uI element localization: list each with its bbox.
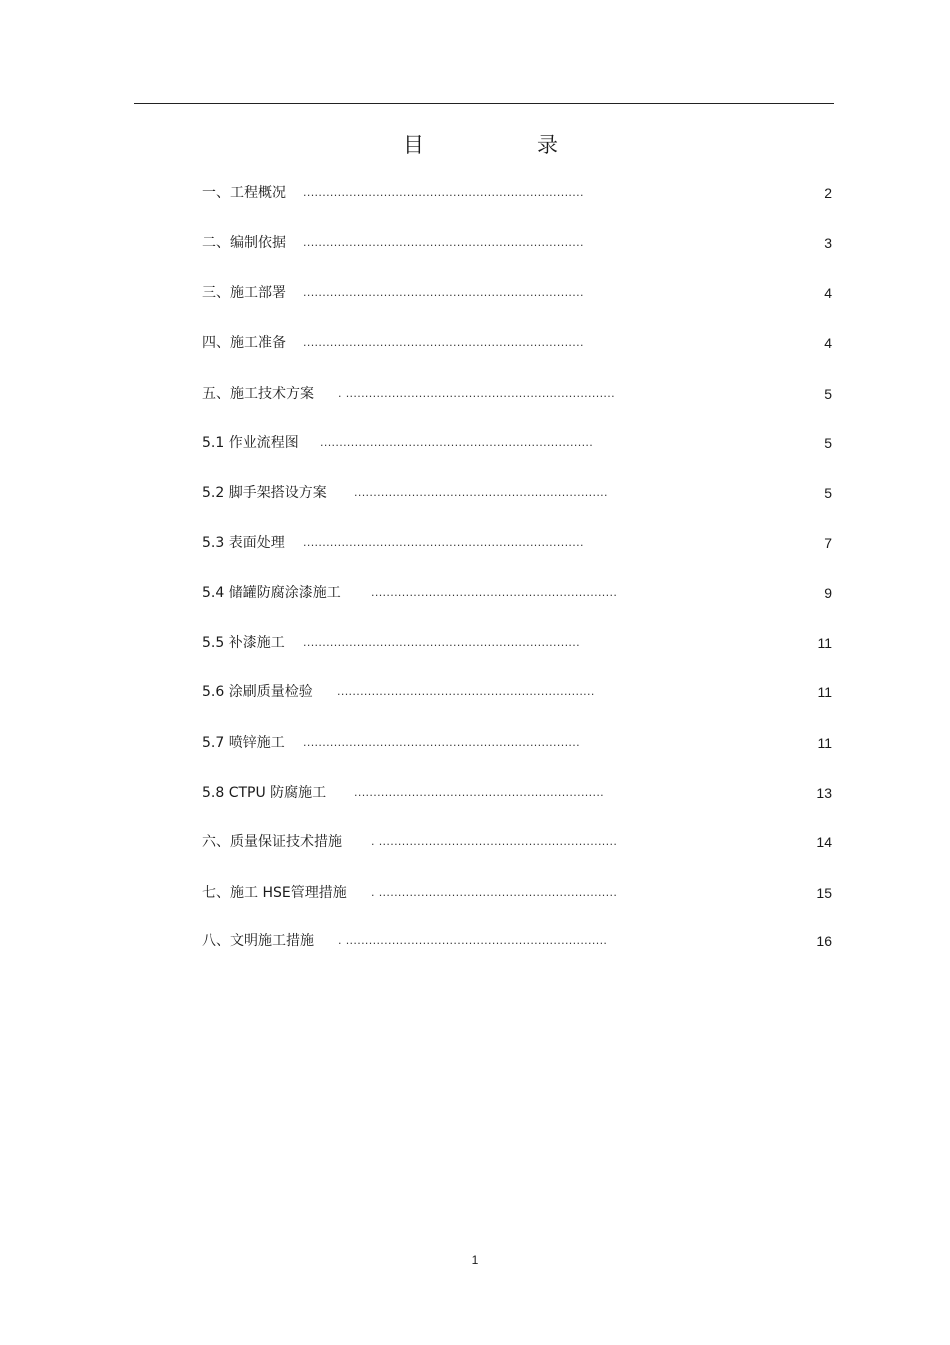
toc-entry-page: 11 bbox=[817, 635, 832, 651]
toc-entry-label: 5.8 CTPU 防腐施工 bbox=[202, 785, 327, 801]
toc-entry-label: 5.6 涂刷质量检验 bbox=[202, 684, 313, 700]
toc-entry-1[interactable] bbox=[202, 183, 832, 203]
toc-entry-page: 5 bbox=[824, 386, 832, 402]
toc-entry-label: 5.3 表面处理 bbox=[202, 535, 285, 551]
toc-entry-3[interactable] bbox=[202, 283, 832, 303]
toc-entry-page: 11 bbox=[817, 735, 832, 751]
toc-entry-page: 9 bbox=[824, 585, 832, 601]
toc-entry-label: 七、施工 HSE管理措施 bbox=[202, 885, 347, 901]
toc-entry-label: 八、文明施工措施 bbox=[202, 933, 314, 949]
toc-entry-16[interactable] bbox=[202, 931, 832, 951]
toc-leader-dots: ........................................................................ bbox=[303, 736, 580, 749]
toc-title-char-1: 目 bbox=[403, 133, 424, 157]
toc-entry-label: 六、质量保证技术措施 bbox=[202, 834, 342, 850]
toc-entry-page: 5 bbox=[824, 435, 832, 451]
toc-leader-dots: . .............................................................. bbox=[371, 886, 618, 899]
toc-leader-dots: . ...................................................................... bbox=[338, 387, 615, 400]
toc-entry-8[interactable] bbox=[202, 533, 832, 553]
toc-entry-page: 5 bbox=[824, 485, 832, 501]
toc-entry-page: 4 bbox=[824, 335, 832, 351]
toc-entry-14[interactable] bbox=[202, 832, 832, 852]
toc-entry-page: 11 bbox=[817, 684, 832, 700]
toc-leader-dots: ....................................................................... bbox=[320, 436, 594, 449]
toc-entry-page: 3 bbox=[824, 235, 832, 251]
toc-entry-12[interactable] bbox=[202, 733, 832, 753]
toc-leader-dots: ........................................................................ bbox=[303, 636, 580, 649]
toc-entry-label: 二、编制依据 bbox=[202, 235, 286, 251]
toc-entry-10[interactable] bbox=[202, 633, 832, 653]
toc-entry-11[interactable] bbox=[202, 682, 832, 702]
toc-entry-page: 2 bbox=[824, 185, 832, 201]
toc-leader-dots: ......................................................................... bbox=[303, 186, 584, 199]
toc-entry-label: 三、施工部署 bbox=[202, 285, 286, 301]
toc-entry-9[interactable] bbox=[202, 583, 832, 603]
toc-leader-dots: ................................................................. bbox=[354, 786, 605, 799]
toc-entry-4[interactable] bbox=[202, 333, 832, 353]
toc-leader-dots: ................................................................... bbox=[337, 685, 595, 698]
toc-entry-7[interactable] bbox=[202, 483, 832, 503]
toc-entry-label: 四、施工准备 bbox=[202, 335, 286, 351]
toc-entry-label: 5.4 储罐防腐涂漆施工 bbox=[202, 585, 341, 601]
toc-leader-dots: ......................................................................... bbox=[303, 336, 584, 349]
toc-entry-label: 一、工程概况 bbox=[202, 185, 286, 201]
toc-leader-dots: ......................................................................... bbox=[303, 286, 584, 299]
toc-entry-2[interactable] bbox=[202, 233, 832, 253]
toc-title-char-2: 录 bbox=[537, 133, 558, 157]
toc-entry-label: 5.2 脚手架搭设方案 bbox=[202, 485, 327, 501]
toc-leader-dots: . .............................................................. bbox=[371, 835, 618, 848]
toc-entry-page: 15 bbox=[816, 885, 832, 901]
toc-entry-page: 13 bbox=[816, 785, 832, 801]
toc-entry-5[interactable] bbox=[202, 384, 832, 404]
toc-leader-dots: .................................................................. bbox=[354, 486, 608, 499]
toc-entry-label: 5.7 喷锌施工 bbox=[202, 735, 285, 751]
toc-entry-label: 五、施工技术方案 bbox=[202, 386, 314, 402]
toc-entry-page: 7 bbox=[824, 535, 832, 551]
toc-leader-dots: ................................................................ bbox=[371, 586, 618, 599]
toc-entry-15[interactable] bbox=[202, 883, 832, 903]
toc-leader-dots: . .................................................................... bbox=[338, 934, 608, 947]
toc-entry-page: 14 bbox=[816, 834, 832, 850]
toc-entry-label: 5.1 作业流程图 bbox=[202, 435, 299, 451]
toc-entry-page: 16 bbox=[816, 933, 832, 949]
toc-entry-page: 4 bbox=[824, 285, 832, 301]
toc-entry-label: 5.5 补漆施工 bbox=[202, 635, 285, 651]
toc-leader-dots: ......................................................................... bbox=[303, 536, 584, 549]
toc-leader-dots: ......................................................................... bbox=[303, 236, 584, 249]
footer-page-number: 1 bbox=[471, 1253, 479, 1267]
toc-entry-6[interactable] bbox=[202, 433, 832, 453]
toc-entry-13[interactable] bbox=[202, 783, 832, 803]
